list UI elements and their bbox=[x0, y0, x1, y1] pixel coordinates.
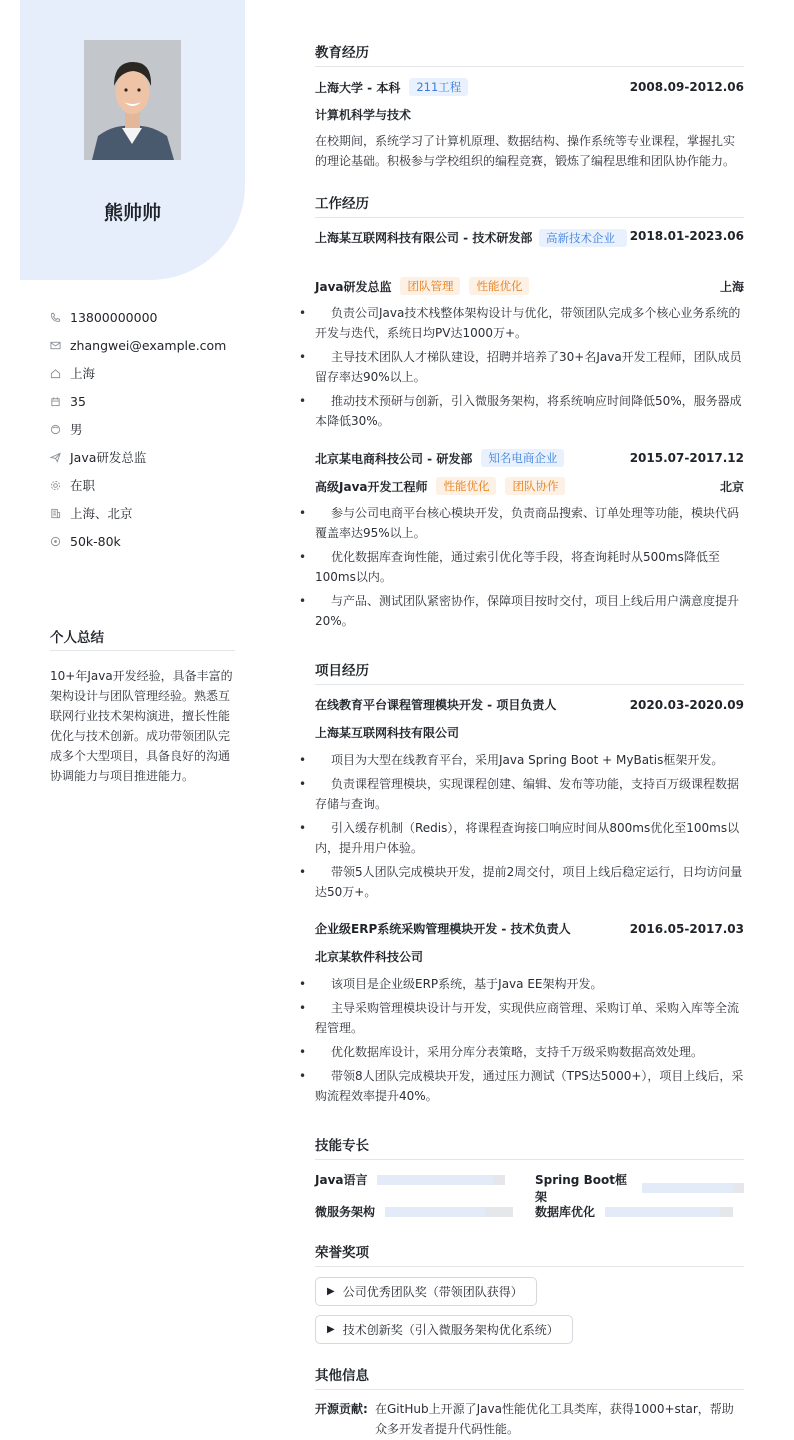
info-position bbox=[50, 443, 226, 471]
info-city bbox=[50, 499, 226, 527]
job-2-company-tag: 知名电商企业 bbox=[481, 449, 564, 467]
job-1-role-tag-1: 团队管理 bbox=[400, 277, 460, 295]
status-icon bbox=[50, 480, 70, 491]
job-1-role: Java研发总监 bbox=[315, 279, 392, 294]
skill-bar bbox=[377, 1175, 505, 1185]
avatar bbox=[84, 40, 181, 160]
list-item: • 参与公司电商平台核心模块开发，负责商品搜索、订单处理等功能，模块代码覆盖率达95%以上。 bbox=[315, 503, 744, 543]
job-1-bullets bbox=[315, 303, 744, 435]
award-label: 公司优秀团队奖（带领团队获得） bbox=[342, 1285, 523, 1299]
project-1-company: 上海某互联网科技有限公司 bbox=[315, 726, 460, 740]
skill-name: 数据库优化 bbox=[535, 1205, 596, 1219]
info-age-text: 35 bbox=[70, 393, 86, 409]
skill-fill bbox=[642, 1183, 734, 1193]
money-icon bbox=[50, 536, 70, 547]
job-1-role-tag-2: 性能优化 bbox=[469, 277, 529, 295]
education-date: 2008.09-2012.06 bbox=[629, 80, 744, 94]
info-salary bbox=[50, 527, 226, 555]
skill-fill bbox=[385, 1207, 485, 1217]
building-icon bbox=[50, 508, 70, 519]
info-city-text: 上海、北京 bbox=[70, 506, 133, 521]
list-item: • 优化数据库设计，采用分库分表策略，支持千万级采购数据高效处理。 bbox=[315, 1042, 744, 1062]
job-1-company: 上海某互联网科技有限公司 - 技术研发部 bbox=[315, 231, 533, 245]
job-1-header bbox=[315, 229, 744, 247]
info-phone bbox=[50, 303, 226, 331]
gender-icon bbox=[50, 424, 70, 435]
info-email bbox=[50, 331, 226, 359]
project-1-company-row bbox=[315, 724, 744, 741]
job-2-role-tag-2: 团队协作 bbox=[505, 477, 565, 495]
job-1-city: 上海 bbox=[719, 279, 744, 294]
info-salary-text: 50k-80k bbox=[70, 533, 121, 549]
job-1-date: 2018.01-2023.06 bbox=[629, 229, 744, 243]
skill-bar bbox=[642, 1183, 744, 1193]
list-item: • 带领8人团队完成模块开发，通过压力测试（TPS达5000+），项目上线后，采购流程效率提升40%。 bbox=[315, 1066, 744, 1106]
education-header bbox=[315, 78, 744, 96]
list-item: • 引入缓存机制（Redis），将课程查询接口响应时间从800ms优化至100ms以内，提升用户体验。 bbox=[315, 818, 744, 858]
skill-fill bbox=[605, 1207, 720, 1217]
job-2-header bbox=[315, 449, 744, 467]
list-item: • 负责课程管理模块，实现课程创建、编辑、发布等功能，支持百万级课程数据存储与查询。 bbox=[315, 774, 744, 814]
education-section-title: 教育经历 bbox=[315, 41, 744, 67]
list-item: • 优化数据库查询性能，通过索引优化等手段，将查询耗时从500ms降低至100ms以内。 bbox=[315, 547, 744, 587]
profile-card bbox=[20, 0, 245, 280]
info-phone-text: 13800000000 bbox=[70, 309, 158, 325]
info-email-text: zhangwei@example.com bbox=[70, 337, 227, 353]
project-2-company: 北京某软件科技公司 bbox=[315, 950, 424, 964]
skill-item bbox=[315, 1171, 505, 1188]
education-major: 计算机科学与技术 bbox=[315, 108, 412, 122]
calendar-icon bbox=[50, 396, 70, 407]
job-2-date: 2015.07-2017.12 bbox=[629, 451, 744, 465]
summary-text: 10+年Java开发经验，具备丰富的架构设计与团队管理经验。熟悉互联网行业技术架构演进，擅长性能优化与技术创新。成功带领团队完成多个大型项目，具备良好的沟通协调能力与项目推进能力。 bbox=[50, 669, 233, 783]
list-item: • 推动技术预研与创新，引入微服务架构，将系统响应时间降低50%，服务器成本降低30%。 bbox=[315, 391, 744, 431]
summary-title: 个人总结 bbox=[50, 626, 235, 651]
info-position-text: Java研发总监 bbox=[70, 450, 147, 465]
info-location-text: 上海 bbox=[70, 366, 96, 381]
job-2-role-row bbox=[315, 477, 744, 495]
info-status-text: 在职 bbox=[70, 478, 96, 493]
personal-summary bbox=[50, 626, 235, 786]
project-2-company-row bbox=[315, 948, 744, 965]
skill-name: Java语言 bbox=[315, 1173, 368, 1187]
skill-bar bbox=[385, 1207, 513, 1217]
job-2-city: 北京 bbox=[719, 479, 744, 494]
avatar-photo bbox=[84, 40, 181, 160]
project-1-name: 在线教育平台课程管理模块开发 - 项目负责人 bbox=[315, 698, 557, 712]
list-item: • 主导技术团队人才梯队建设，招聘并培养了30+名Java开发工程师，团队成员留存率达90%以上。 bbox=[315, 347, 744, 387]
project-1-bullets bbox=[315, 750, 744, 906]
list-item: • 带领5人团队完成模块开发，提前2周交付，项目上线后稳定运行，日均访问量达50万+。 bbox=[315, 862, 744, 902]
skill-item bbox=[315, 1203, 513, 1220]
contact-info-list bbox=[50, 303, 226, 555]
list-item: • 主导采购管理模块设计与开发，实现供应商管理、采购订单、采购入库等全流程管理。 bbox=[315, 998, 744, 1038]
other-label: 开源贡献: bbox=[315, 1402, 368, 1416]
info-age bbox=[50, 387, 226, 415]
skill-item bbox=[535, 1171, 744, 1205]
project-2-name: 企业级ERP系统采购管理模块开发 - 技术负责人 bbox=[315, 922, 571, 936]
projects-section-title: 项目经历 bbox=[315, 659, 744, 685]
list-item: • 与产品、测试团队紧密协作，保障项目按时交付，项目上线后用户满意度提升20%。 bbox=[315, 591, 744, 631]
phone-icon bbox=[50, 312, 70, 323]
skills-section-title: 技能专长 bbox=[315, 1134, 744, 1160]
award-item[interactable] bbox=[315, 1315, 573, 1344]
send-icon bbox=[50, 452, 70, 463]
project-2-date: 2016.05-2017.03 bbox=[629, 921, 744, 936]
job-1-company-tag: 高新技术企业 bbox=[539, 229, 627, 247]
list-item: • 负责公司Java技术栈整体架构设计与优化，带领团队完成多个核心业务系统的开发与迭代，系统日均PV达1000万+。 bbox=[315, 303, 744, 343]
skill-item bbox=[535, 1203, 733, 1220]
skill-bar bbox=[605, 1207, 733, 1217]
triangle-right-icon: ▶ bbox=[327, 1286, 335, 1297]
work-section-title: 工作经历 bbox=[315, 192, 744, 218]
info-location bbox=[50, 359, 226, 387]
info-gender-text: 男 bbox=[70, 422, 83, 437]
job-2-role-tag-1: 性能优化 bbox=[436, 477, 496, 495]
job-2-bullets bbox=[315, 503, 744, 635]
job-2-company: 北京某电商科技公司 - 研发部 bbox=[315, 451, 473, 466]
job-1-role-row bbox=[315, 277, 744, 295]
other-text: 在GitHub上开源了Java性能优化工具类库，获得1000+star，帮助众多开发者提升代码性能。 bbox=[375, 1402, 734, 1436]
skill-name: Spring Boot框架 bbox=[535, 1173, 627, 1204]
other-info-row bbox=[315, 1399, 744, 1439]
awards-section-title: 荣誉奖项 bbox=[315, 1241, 744, 1267]
project-1-header bbox=[315, 696, 744, 713]
skill-name: 微服务架构 bbox=[315, 1205, 376, 1219]
award-label: 技术创新奖（引入微服务架构优化系统） bbox=[342, 1323, 559, 1337]
list-item: • 该项目是企业级ERP系统，基于Java EE架构开发。 bbox=[315, 974, 744, 994]
project-2-header bbox=[315, 920, 744, 937]
project-2-bullets bbox=[315, 974, 744, 1110]
triangle-right-icon: ▶ bbox=[327, 1324, 335, 1335]
other-section-title: 其他信息 bbox=[315, 1364, 744, 1390]
mail-icon bbox=[50, 340, 70, 351]
home-icon bbox=[50, 368, 70, 379]
candidate-name: 熊帅帅 bbox=[103, 202, 161, 224]
education-desc: 在校期间，系统学习了计算机原理、数据结构、操作系统等专业课程，掌握扎实的理论基础。积极参与学校组织的编程竞赛，锻炼了编程思维和团队协作能力。 bbox=[315, 134, 736, 168]
education-tag: 211工程 bbox=[409, 78, 468, 96]
job-2-role: 高级Java开发工程师 bbox=[315, 479, 428, 494]
info-gender bbox=[50, 415, 226, 443]
education-major-row bbox=[315, 106, 744, 123]
list-item: • 项目为大型在线教育平台，采用Java Spring Boot + MyBatis框架开发。 bbox=[315, 750, 744, 770]
skill-fill bbox=[377, 1175, 492, 1185]
sidebar bbox=[20, 0, 245, 1440]
project-1-date: 2020.03-2020.09 bbox=[629, 697, 744, 712]
info-status bbox=[50, 471, 226, 499]
education-school: 上海大学 - 本科 bbox=[315, 80, 401, 95]
award-item[interactable] bbox=[315, 1277, 537, 1306]
